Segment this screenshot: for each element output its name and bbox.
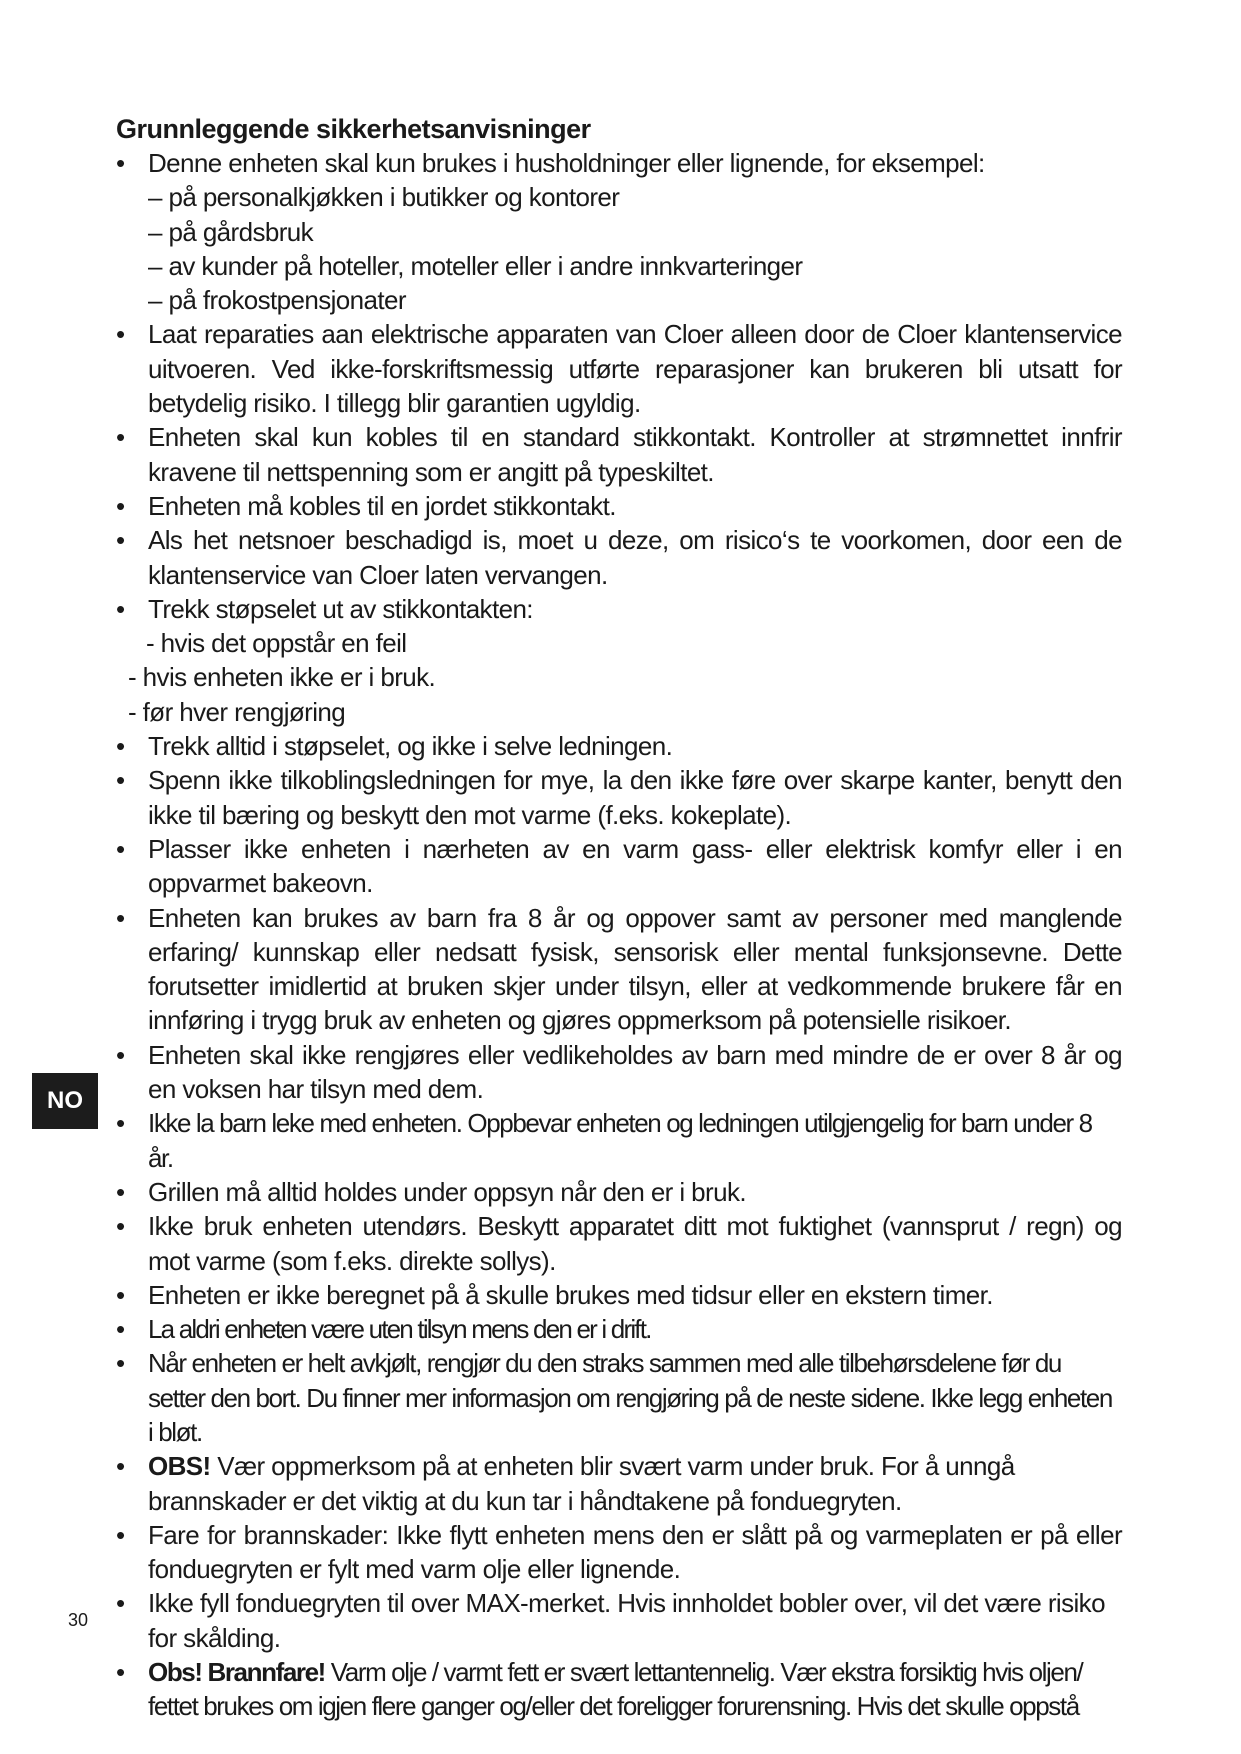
warning-label: OBS!	[148, 1451, 211, 1482]
list-item	[116, 1655, 1126, 1724]
sub-list-item: – på gårdsbruk	[148, 216, 314, 247]
list-item	[116, 1449, 1126, 1518]
list-item-text: Vær oppmerksom på at enheten blir svært varm under bruk. For å unngå brannskader er det viktig at du kun tar i håndtakene på fonduegryten.	[148, 1451, 1015, 1516]
list-item-text: Varm olje / varmt fett er svært lettantennelig. Vær ekstra forsiktig hvis oljen/ fettet brukes om igjen flere ganger og/eller det foreligger forurensning. Hvis det skulle oppstå	[148, 1657, 1083, 1722]
list-item: • Enheten skal kun kobles til en standard stikkontakt. Kontroller at strømnettet innfrir kravene til nettspenning som er angitt på typeskiltet.	[116, 420, 1126, 489]
list-item: • Grillen må alltid holdes under oppsyn når den er i bruk.	[116, 1175, 1126, 1209]
sub-list-item: – på personalkjøkken i butikker og kontorer	[148, 182, 620, 213]
warning-label: Obs! Brannfare!	[148, 1657, 325, 1688]
list-item: • Spenn ikke tilkoblingsledningen for mye, la den ikke føre over skarpe kanter, benytt den ikke til bæring og beskytt den mot varme (f.eks. kokeplate).	[116, 763, 1126, 832]
language-tab: NO	[32, 1073, 98, 1129]
list-item: • Ikke bruk enheten utendørs. Beskytt apparatet ditt mot fuktighet (vannsprut / regn) og mot varme (som f.eks. direkte sollys).	[116, 1209, 1126, 1278]
section-heading: Grunnleggende sikkerhetsanvisninger	[116, 114, 591, 144]
list-item: • Ikke la barn leke med enheten. Oppbevar enheten og ledningen utilgjengelig for barn under 8 år.	[116, 1106, 1126, 1175]
sub-list-item: - hvis enheten ikke er i bruk.	[128, 662, 436, 693]
list-item: • Enheten kan brukes av barn fra 8 år og oppover samt av personer med manglende erfaring/ kunnskap eller nedsatt fysisk, sensorisk eller mental funksjonsevne. Dette forutsetter imidlertid at bruken skjer under tilsyn, eller at vedkommende brukere får en innføring i trygg bruk av enheten og gjøres oppmerksom på potensielle risikoer.	[116, 901, 1126, 1038]
list-item: • Als het netsnoer beschadigd is, moet u deze, om risico‘s te voorkomen, door een de klantenservice van Cloer laten vervangen.	[116, 523, 1126, 592]
sub-list-item: - før hver rengjøring	[128, 696, 346, 727]
list-item: • La aldri enheten være uten tilsyn mens den er i drift.	[116, 1312, 1126, 1346]
list-item: • Enheten må kobles til en jordet stikkontakt.	[116, 489, 1126, 523]
sub-list-item: – på frokostpensjonater	[148, 285, 406, 316]
list-item: • Plasser ikke enheten i nærheten av en varm gass- eller elektrisk komfyr eller i en oppvarmet bakeovn.	[116, 832, 1126, 901]
page-number: 30	[68, 1610, 89, 1630]
list-item: • Ikke fyll fonduegryten til over MAX-merket. Hvis innholdet bobler over, vil det være risiko for skålding.	[116, 1586, 1126, 1655]
list-item: • Enheten er ikke beregnet på å skulle brukes med tidsur eller en ekstern timer.	[116, 1278, 1126, 1312]
list-item: • Trekk støpselet ut av stikkontakten:	[116, 592, 1126, 626]
sub-list-item: – av kunder på hoteller, moteller eller i andre innkvarteringer	[148, 250, 803, 281]
list-item: • Trekk alltid i støpselet, og ikke i selve ledningen.	[116, 729, 1126, 763]
list-item: • Denne enheten skal kun brukes i husholdninger eller lignende, for eksempel:	[116, 146, 1126, 180]
safety-instructions	[116, 112, 1126, 1724]
list-item: • Enheten skal ikke rengjøres eller vedlikeholdes av barn med mindre de er over 8 år og en voksen har tilsyn med dem.	[116, 1038, 1126, 1107]
list-item: • Når enheten er helt avkjølt, rengjør du den straks sammen med alle tilbehørsdelene før du setter den bort. Du finner mer informasjon om rengjøring på de neste sidene. Ikke legg enheten i bløt.	[116, 1346, 1126, 1449]
list-item: • Fare for brannskader: Ikke flytt enheten mens den er slått på og varmeplaten er på eller fonduegryten er fylt med varm olje eller lignende.	[116, 1518, 1126, 1587]
list-item: • Laat reparaties aan elektrische apparaten van Cloer alleen door de Cloer klantenservice uitvoeren. Ved ikke-forskriftsmessig utførte reparasjoner kan brukeren bli utsatt for betydelig risiko. I tillegg blir garantien ugyldig.	[116, 317, 1126, 420]
sub-list-item: - hvis det oppstår en feil	[146, 628, 407, 659]
